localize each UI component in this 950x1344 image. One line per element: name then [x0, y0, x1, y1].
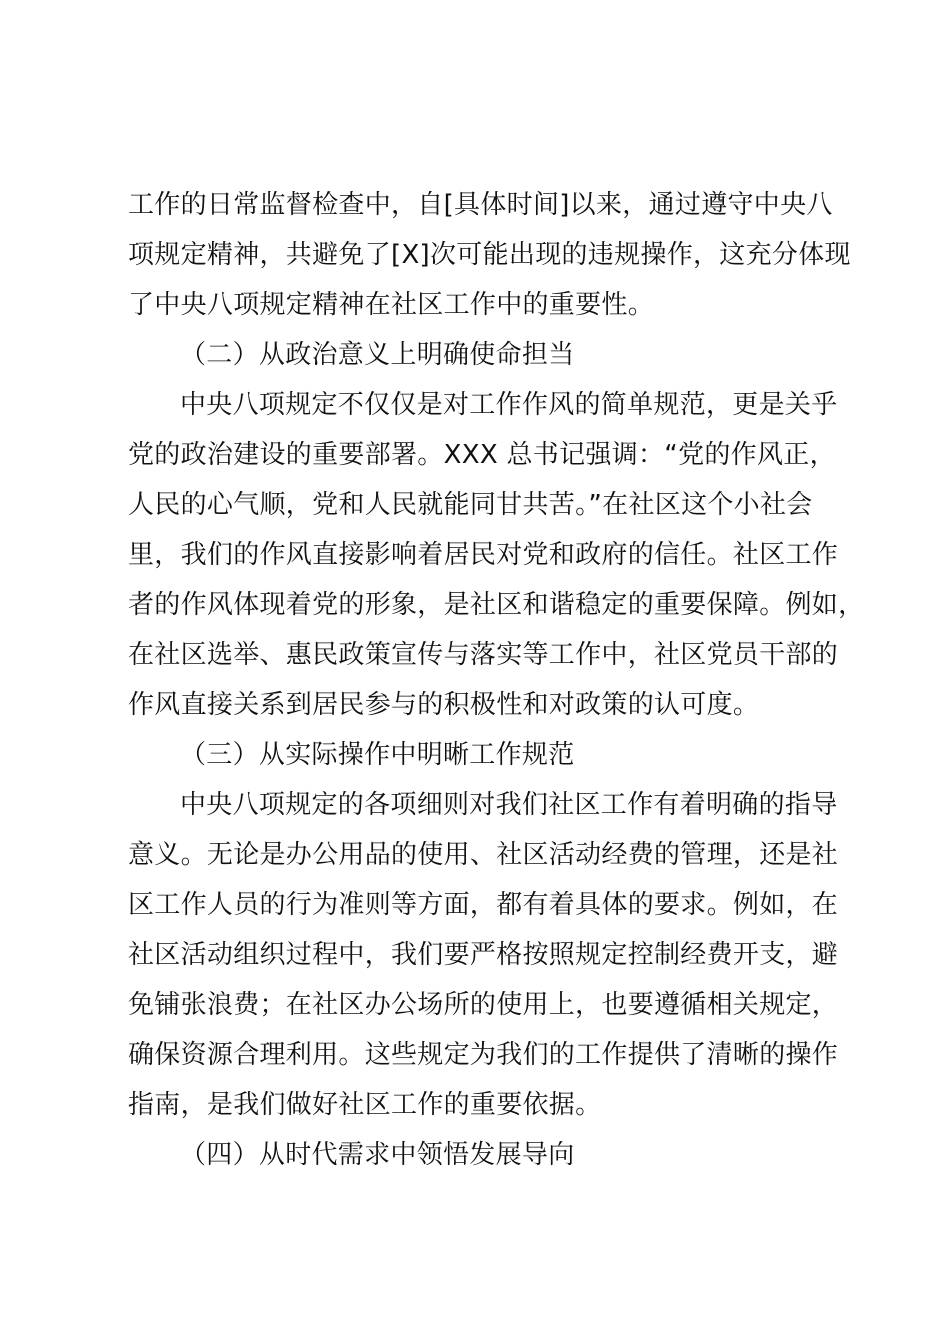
paragraph-line: 中央八项规定不仅仅是对工作作风的简单规范，更是关乎: [180, 390, 838, 420]
section-heading: （四）从时代需求中领悟发展导向: [180, 1140, 575, 1170]
document-body: [128, 180, 865, 1180]
paragraph-line: 者的作风体现着党的形象，是社区和谐稳定的重要保障。例如，: [128, 590, 865, 620]
paragraph-line: 社区活动组织过程中，我们要严格按照规定控制经费开支，避: [128, 940, 839, 970]
paragraph-line: 工作的日常监督检查中，自[具体时间]以来，通过遵守中央八: [128, 190, 833, 220]
paragraph-line: 中央八项规定的各项细则对我们社区工作有着明确的指导: [180, 790, 838, 820]
paragraph-line: 了中央八项规定精神在社区工作中的重要性。: [128, 290, 655, 320]
paragraph-line: 确保资源合理利用。这些规定为我们的工作提供了清晰的操作: [128, 1040, 839, 1070]
paragraph-line: 免铺张浪费；在社区办公场所的使用上，也要遵循相关规定，: [128, 990, 839, 1020]
paragraph-line: 意义。无论是办公用品的使用、社区活动经费的管理，还是社: [128, 840, 839, 870]
paragraph-line: 人民的心气顺，党和人民就能同甘共苦。”在社区这个小社会: [128, 490, 813, 520]
paragraph-line: 项规定精神，共避免了[X]次可能出现的违规操作，这充分体现: [128, 240, 851, 270]
section-heading: （三）从实际操作中明晰工作规范: [180, 740, 575, 770]
section-heading: （二）从政治意义上明确使命担当: [180, 340, 575, 370]
paragraph-line: 在社区选举、惠民政策宣传与落实等工作中，社区党员干部的: [128, 640, 839, 670]
paragraph-line: 党的政治建设的重要部署。XXX 总书记强调：“党的作风正，: [128, 440, 836, 470]
paragraph-line: 指南，是我们做好社区工作的重要依据。: [128, 1090, 602, 1120]
paragraph-line: 区工作人员的行为准则等方面，都有着具体的要求。例如，在: [128, 890, 839, 920]
paragraph-line: 里，我们的作风直接影响着居民对党和政府的信任。社区工作: [128, 540, 839, 570]
paragraph-line: 作风直接关系到居民参与的积极性和对政策的认可度。: [128, 690, 760, 720]
